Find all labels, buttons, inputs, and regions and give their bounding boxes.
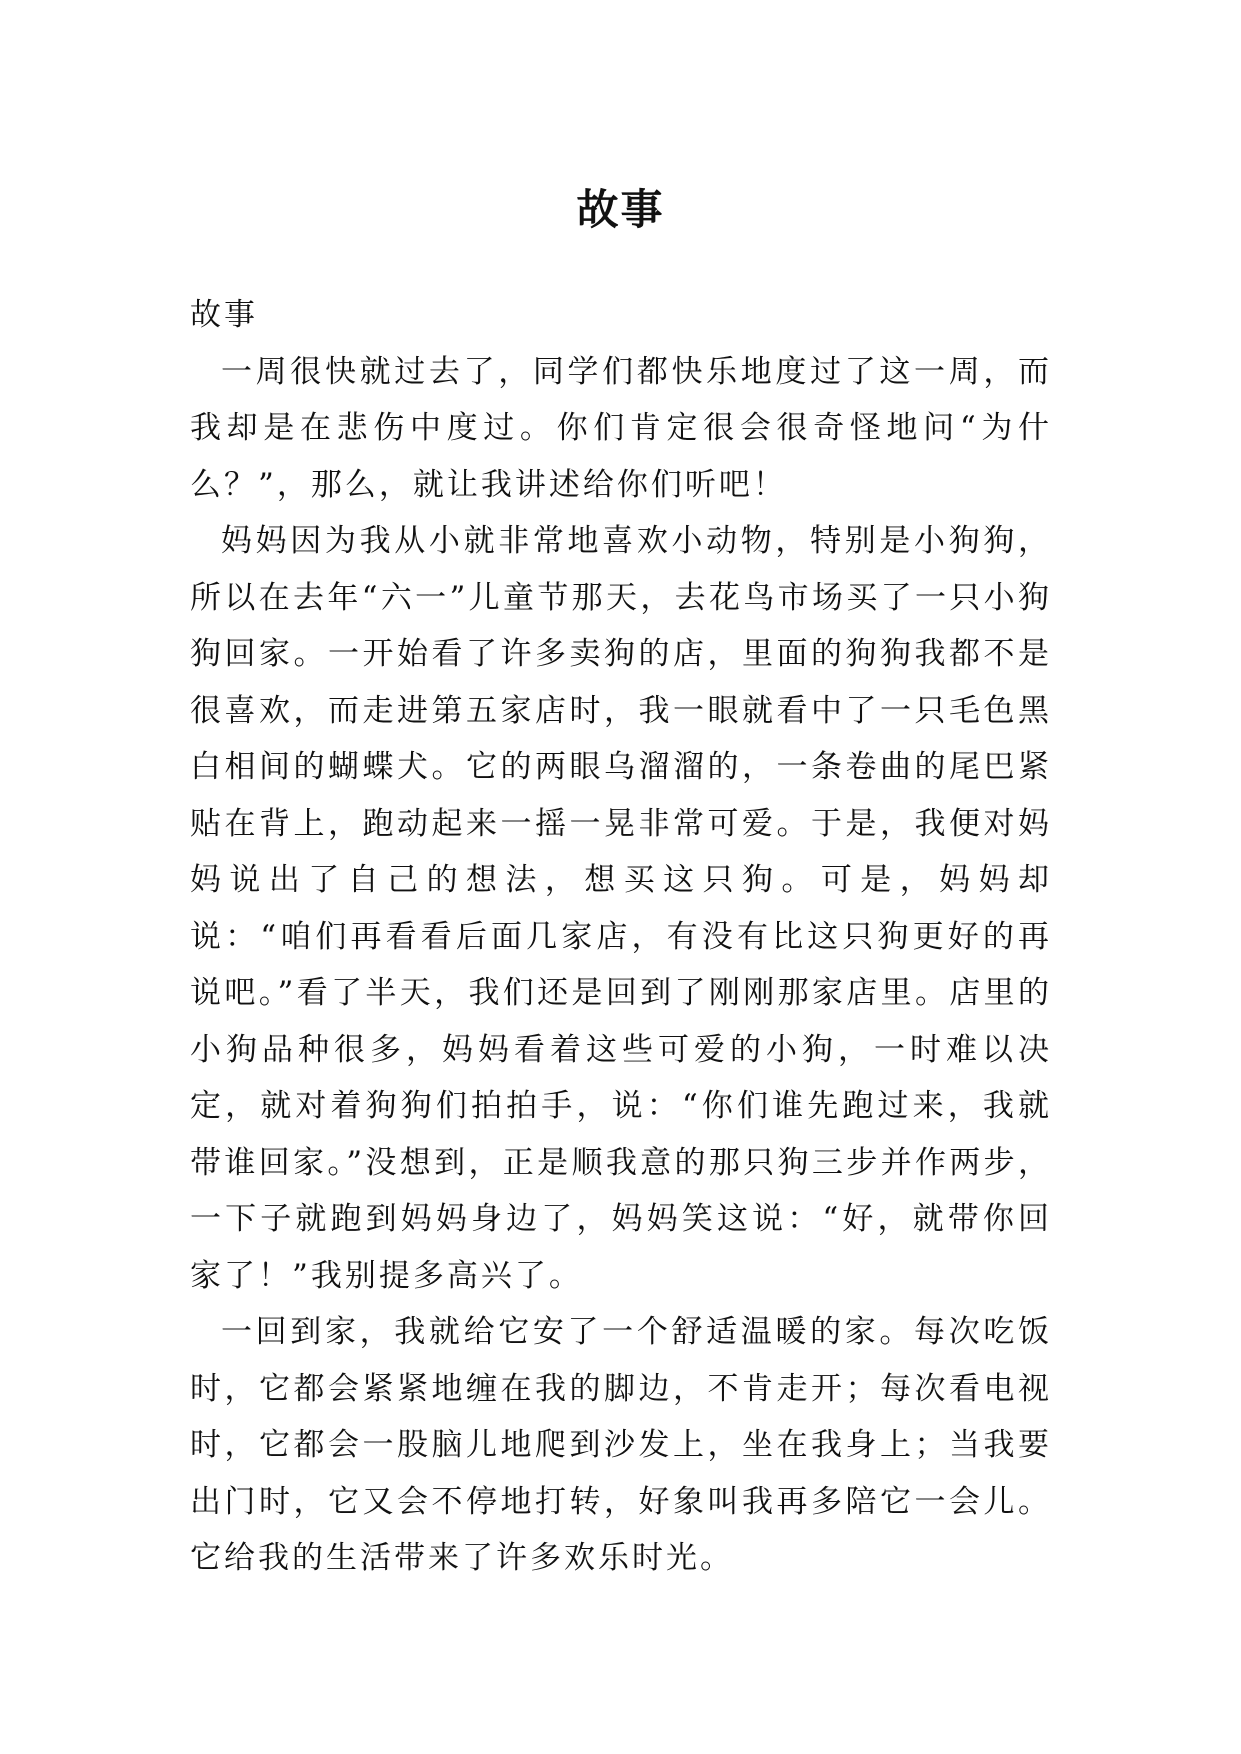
- document-subtitle: 故事: [190, 297, 258, 333]
- paragraph-1: 一周很快就过去了，同学们都快乐地度过了这一周，而我却是在悲伤中度过。你们肯定很会很奇怪地问“为什么？”，那么，就让我讲述给你们听吧！: [190, 353, 1052, 503]
- paragraph-2: 妈妈因为我从小就非常地喜欢小动物，特别是小狗狗，所以在去年“六一”儿童节那天，去花鸟市场买了一只小狗狗回家。一开始看了许多卖狗的店，里面的狗狗我都不是很喜欢，而走进第五家店时，我一眼就看中了一只毛色黑白相间的蝴蝶犬。它的两眼乌溜溜的，一条卷曲的尾巴紧贴在背上，跑动起来一摇一晃非常可爱。于是，我便对妈妈说出了自己的想法，想买这只狗。可是，妈妈却说：“咱们再看看后面几家店，有没有比这只狗更好的再说吧。”看了半天，我们还是回到了刚刚那家店里。店里的小狗品种很多，妈妈看着这些可爱的小狗，一时难以决定，就对着狗狗们拍拍手，说：“你们谁先跑过来，我就带谁回家。”没想到，正是顺我意的那只狗三步并作两步，一下子就跑到妈妈身边了，妈妈笑这说：“好，就带你回家了！”我别提多高兴了。: [190, 523, 1052, 1294]
- document-body: [190, 287, 1052, 1587]
- document-title: 故事: [576, 185, 665, 235]
- paragraph-3: 一回到家，我就给它安了一个舒适温暖的家。每次吃饭时，它都会紧紧地缠在我的脚边，不肯走开；每次看电视时，它都会一股脑儿地爬到沙发上，坐在我身上；当我要出门时，它又会不停地打转，好象叫我再多陪它一会儿。它给我的生活带来了许多欢乐时光。: [190, 1314, 1052, 1576]
